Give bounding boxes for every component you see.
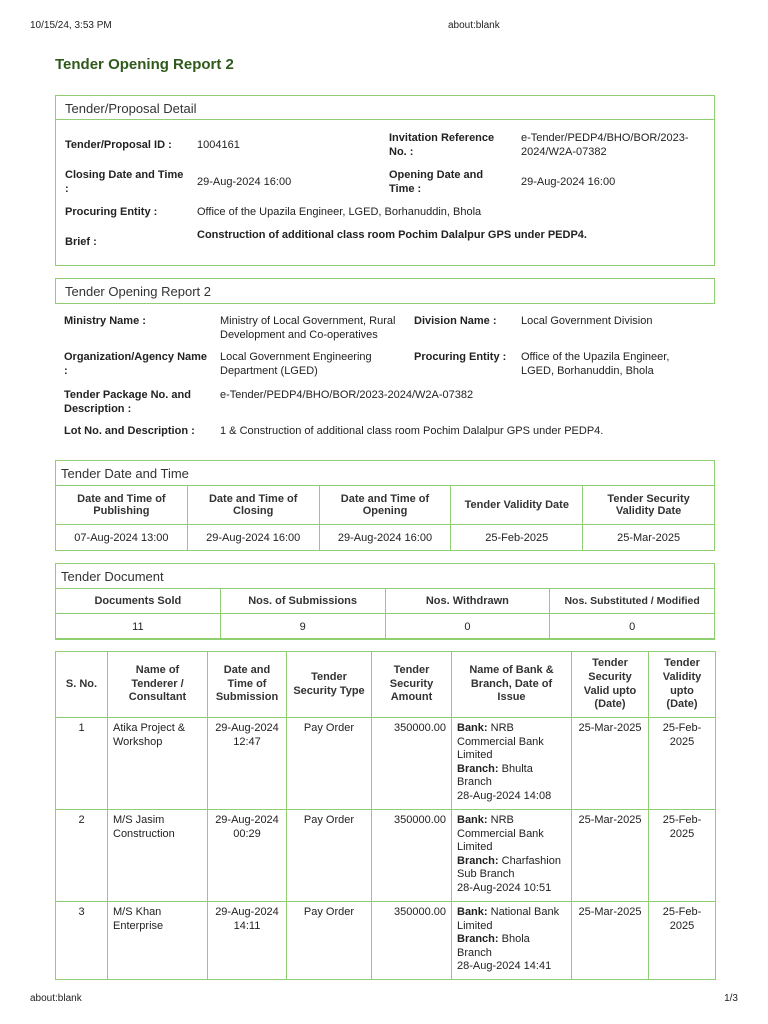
- proposal-id-value: 1004161: [197, 139, 240, 151]
- print-url: about:blank: [448, 20, 500, 31]
- security-validity-header: Tender Security Validity Date: [583, 486, 715, 525]
- invitation-ref-value-line1: e-Tender/PEDP4/BHO/BOR/2023-: [521, 132, 689, 144]
- security-valid-cell: 25-Mar-2025: [572, 902, 649, 980]
- bank-label: Bank:: [457, 814, 488, 826]
- tenderer-cell: M/S Jasim Construction: [108, 810, 208, 902]
- footer-url: about:blank: [30, 993, 82, 1004]
- tenderer-cell: M/S Khan Enterprise: [108, 902, 208, 980]
- report-procuring-entity-value-line1: Office of the Upazila Engineer,: [521, 351, 670, 363]
- tenderer-header: Name of Tenderer / Consultant: [108, 652, 208, 718]
- table-row: [56, 718, 716, 810]
- security-valid-header: Tender Security Valid upto (Date): [572, 652, 649, 718]
- bank-label: Bank:: [457, 906, 488, 918]
- submission-cell: 29-Aug-2024 14:11: [208, 902, 287, 980]
- security-validity-value: 25-Mar-2025: [583, 525, 715, 551]
- opening-header: Date and Time of Opening: [319, 486, 451, 525]
- tender-document-value-row: [56, 614, 715, 640]
- proposal-id-label: Tender/Proposal ID :: [65, 139, 172, 151]
- closing-date-value: 29-Aug-2024 16:00: [197, 176, 292, 188]
- branch-label: Branch:: [457, 854, 499, 867]
- tender-document-header-row: [56, 589, 715, 614]
- procuring-entity-label: Procuring Entity :: [65, 206, 158, 218]
- sno-header: S. No.: [56, 652, 108, 718]
- page-number: 1/3: [724, 993, 738, 1004]
- branch-label: Branch:: [457, 933, 499, 946]
- submission-header: Date and Time of Submission: [208, 652, 287, 718]
- print-footer: [30, 993, 738, 1007]
- opening-report-heading: Tender Opening Report 2: [65, 284, 211, 299]
- ministry-value-line2: Development and Co-operatives: [220, 329, 378, 341]
- validity-upto-cell: 25-Feb-2025: [649, 902, 716, 980]
- opening-date-value: 29-Aug-2024 16:00: [521, 176, 616, 188]
- tender-date-table: [55, 485, 715, 551]
- security-amount-cell: 350000.00: [372, 810, 452, 902]
- withdrawn-value: 0: [385, 614, 550, 640]
- documents-sold-value: 11: [56, 614, 221, 640]
- validity-upto-header: Tender Validity upto (Date): [649, 652, 716, 718]
- package-label-line1: Tender Package No. and: [64, 389, 191, 401]
- tenderer-cell: Atika Project & Workshop: [108, 718, 208, 810]
- ministry-label: Ministry Name :: [64, 315, 146, 327]
- division-label: Division Name :: [414, 315, 497, 327]
- report-procuring-entity-value-line2: LGED, Borhanuddin, Bhola: [521, 365, 654, 377]
- bank-cell: [452, 718, 572, 810]
- issue-date: 28-Aug-2024 14:41: [457, 960, 552, 973]
- proposal-detail-section: [55, 95, 715, 266]
- substituted-value: 0: [550, 614, 715, 640]
- bank-cell: [452, 810, 572, 902]
- branch-name: Charfashion Sub Branch: [457, 854, 561, 881]
- closing-date-label-line2: :: [65, 183, 69, 195]
- bank-name: NRB Commercial Bank Limited: [457, 722, 544, 762]
- security-amount-cell: 350000.00: [372, 718, 452, 810]
- bank-label: Bank:: [457, 722, 488, 734]
- report-procuring-entity-label: Procuring Entity :: [414, 351, 507, 363]
- bank-cell: [452, 902, 572, 980]
- proposal-detail-heading: Tender/Proposal Detail: [56, 96, 714, 120]
- issue-date: 28-Aug-2024 10:51: [457, 881, 552, 894]
- sno-cell: 1: [56, 718, 108, 810]
- tender-document-section: [55, 563, 715, 639]
- security-type-cell: Pay Order: [287, 718, 372, 810]
- closing-date-label-line1: Closing Date and Time: [65, 169, 184, 181]
- sno-cell: 3: [56, 902, 108, 980]
- page-title: Tender Opening Report 2: [55, 56, 234, 73]
- publishing-header: Date and Time of Publishing: [56, 486, 188, 525]
- issue-date: 28-Aug-2024 14:08: [457, 789, 552, 802]
- lot-label: Lot No. and Description :: [64, 425, 195, 437]
- invitation-ref-label-line1: Invitation Reference: [389, 132, 495, 144]
- print-timestamp: 10/15/24, 3:53 PM: [30, 20, 112, 31]
- bank-header: Name of Bank & Branch, Date of Issue: [452, 652, 572, 718]
- documents-sold-header: Documents Sold: [56, 589, 221, 614]
- brief-value: Construction of additional class room Pochim Dalalpur GPS under PEDP4.: [197, 229, 587, 241]
- package-value: e-Tender/PEDP4/BHO/BOR/2023-2024/W2A-07382: [220, 389, 474, 401]
- invitation-ref-label-line2: No. :: [389, 146, 414, 158]
- security-amount-cell: 350000.00: [372, 902, 452, 980]
- branch-name: Bhola Branch: [457, 933, 530, 959]
- bids-header-row: [56, 652, 716, 718]
- organization-value-line1: Local Government Engineering: [220, 351, 372, 363]
- opening-report-section: [55, 304, 715, 449]
- print-header: [30, 20, 738, 34]
- tender-date-section: [55, 460, 715, 551]
- tender-document-table: [55, 588, 715, 640]
- substituted-header: Nos. Substituted / Modified: [550, 589, 715, 614]
- tender-date-heading: Tender Date and Time: [61, 466, 189, 481]
- security-valid-cell: 25-Mar-2025: [572, 810, 649, 902]
- bids-table: [55, 651, 716, 980]
- table-row: [56, 810, 716, 902]
- sno-cell: 2: [56, 810, 108, 902]
- bids-section: [55, 651, 715, 980]
- submission-cell: 29-Aug-2024 00:29: [208, 810, 287, 902]
- organization-label-line1: Organization/Agency Name: [64, 351, 208, 363]
- organization-value-line2: Department (LGED): [220, 365, 318, 377]
- security-type-header: Tender Security Type: [287, 652, 372, 718]
- submissions-header: Nos. of Submissions: [220, 589, 385, 614]
- publishing-value: 07-Aug-2024 13:00: [56, 525, 188, 551]
- tender-document-heading: Tender Document: [61, 569, 164, 584]
- submissions-value: 9: [220, 614, 385, 640]
- tender-date-header-row: [56, 486, 715, 525]
- closing-header: Date and Time of Closing: [187, 486, 319, 525]
- division-value: Local Government Division: [521, 315, 653, 327]
- validity-value: 25-Feb-2025: [451, 525, 583, 551]
- security-valid-cell: 25-Mar-2025: [572, 718, 649, 810]
- procuring-entity-value: Office of the Upazila Engineer, LGED, Borhanuddin, Bhola: [197, 206, 482, 218]
- security-type-cell: Pay Order: [287, 810, 372, 902]
- lot-value: 1 & Construction of additional class room Pochim Dalalpur GPS under PEDP4.: [220, 425, 604, 437]
- organization-label-line2: :: [64, 365, 68, 377]
- branch-label: Branch:: [457, 762, 499, 775]
- tender-date-value-row: [56, 525, 715, 551]
- opening-value: 29-Aug-2024 16:00: [319, 525, 451, 551]
- invitation-ref-value-line2: 2024/W2A-07382: [521, 146, 607, 158]
- opening-date-label-line1: Opening Date and: [389, 169, 484, 181]
- validity-header: Tender Validity Date: [451, 486, 583, 525]
- opening-date-label-line2: Time :: [389, 183, 422, 195]
- bank-name: National Bank Limited: [457, 906, 560, 932]
- opening-report-header-box: [55, 278, 715, 304]
- brief-label: Brief :: [65, 236, 97, 248]
- table-row: [56, 902, 716, 980]
- security-type-cell: Pay Order: [287, 902, 372, 980]
- validity-upto-cell: 25-Feb-2025: [649, 810, 716, 902]
- submission-cell: 29-Aug-2024 12:47: [208, 718, 287, 810]
- package-label-line2: Description :: [64, 403, 132, 415]
- bank-name: NRB Commercial Bank Limited: [457, 814, 544, 854]
- withdrawn-header: Nos. Withdrawn: [385, 589, 550, 614]
- closing-value: 29-Aug-2024 16:00: [187, 525, 319, 551]
- security-amount-header: Tender Security Amount: [372, 652, 452, 718]
- branch-name: Bhulta Branch: [457, 762, 533, 789]
- ministry-value-line1: Ministry of Local Government, Rural: [220, 315, 396, 327]
- validity-upto-cell: 25-Feb-2025: [649, 718, 716, 810]
